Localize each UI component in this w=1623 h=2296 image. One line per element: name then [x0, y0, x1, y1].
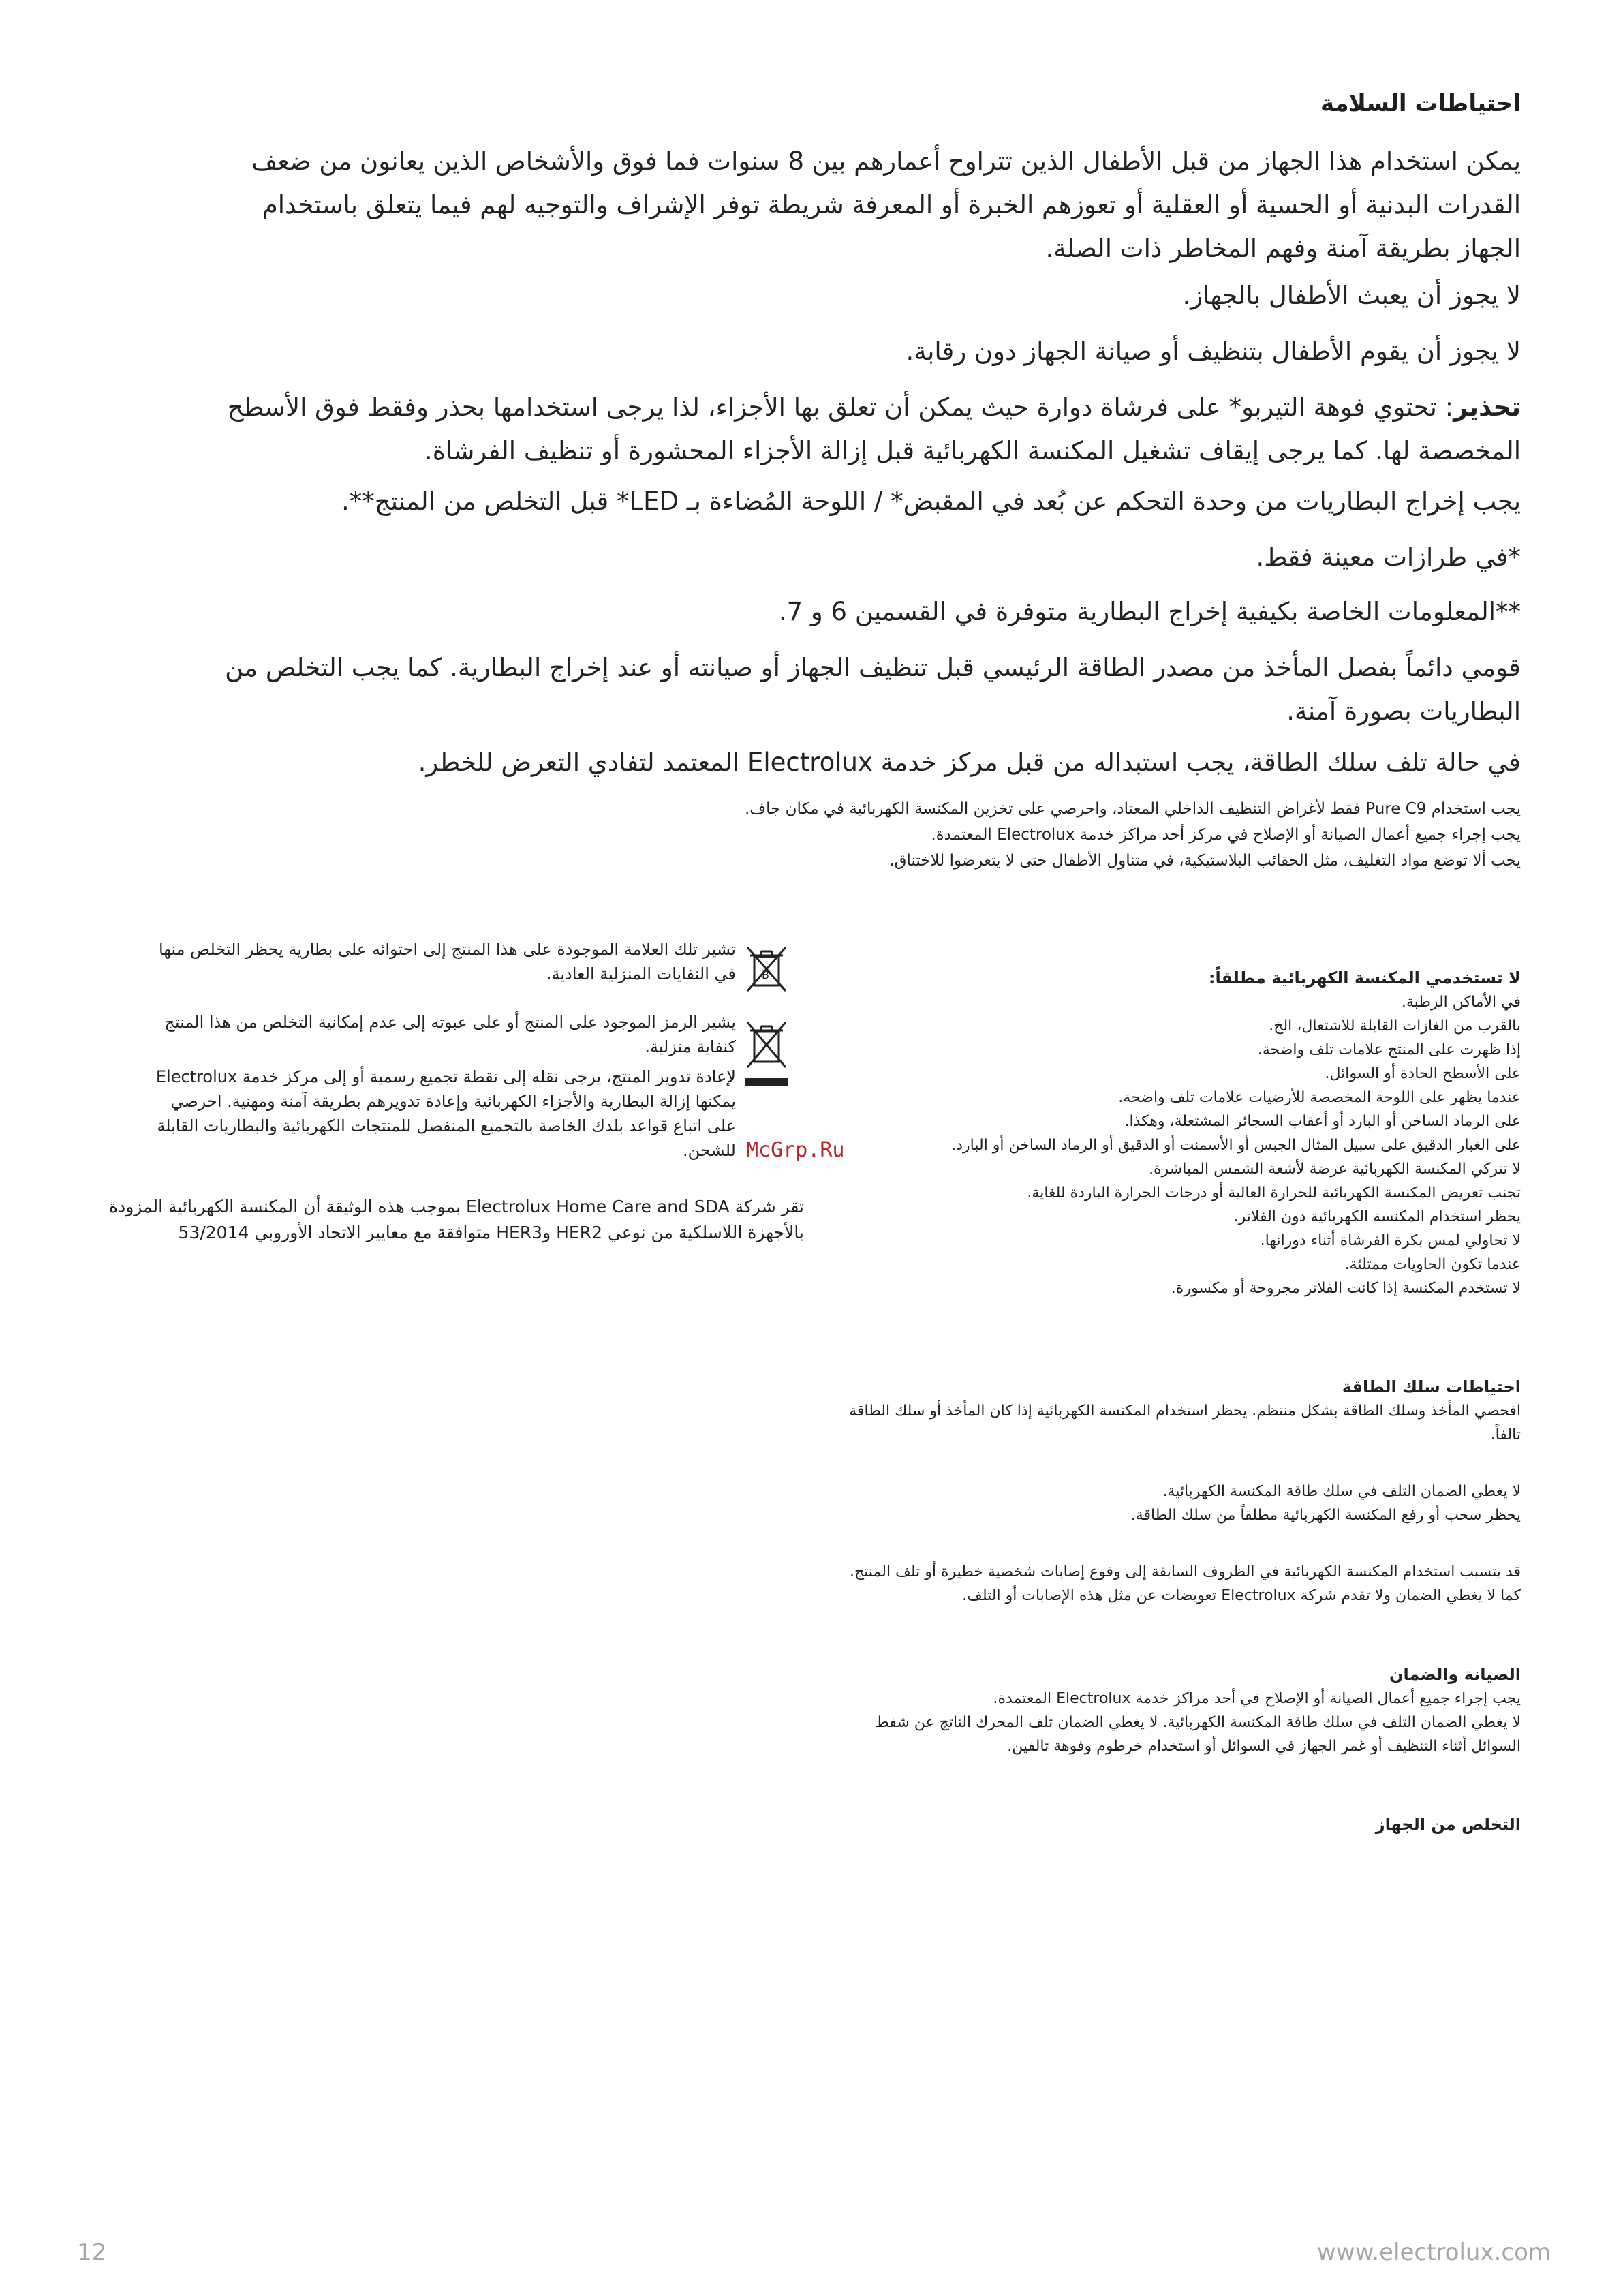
power-cord-warranty: لا يغطي الضمان التلف في سلك طاقة المكنسة الكهربائية.: [1162, 1483, 1521, 1500]
footer-url: www.electrolux.com: [1317, 2239, 1551, 2266]
list-item: على الرماد الساخن أو البارد أو أعقاب السجائر المشتعلة، وهكذا.: [1124, 1113, 1521, 1130]
note-item: يجب إجراء جميع أعمال الصيانة أو الإصلاح في مركز أحد مراكز خدمة Electrolux المعتمدة.: [931, 826, 1521, 844]
do-not-use-list: [839, 990, 1521, 1300]
list-item: تجنب تعريض المكنسة الكهربائية للحرارة العالية أو درجات الحرارة الباردة للغاية.: [1027, 1184, 1521, 1201]
service-warranty: لا يغطي الضمان التلف في سلك طاقة المكنسة الكهربائية. لا يغطي الضمان تلف المحرك الناتج عن شفط السوائل أثناء التنظيف أو غمر الجهاز في السوائل أو استخدام خرطوم وفوهة تالفين.: [875, 1714, 1521, 1755]
disposal-recycle-text: لإعادة تدوير المنتج، يرجى نقله إلى نقطة تجميع رسمية أو إلى مركز خدمة Electrolux يمكنها إزالة البطارية والأجزاء الكهربائية وإعادة تدويرهم بطريقة آمنة ومهنية. احرصي على اتباع قواعد بلدك الخاصة بالتجميع المنفصل للمنتجات الكهربائية والبطاريات القابلة للشحن.: [155, 1067, 736, 1160]
page-number: 12: [77, 2239, 107, 2266]
section-title-safety: احتياطات السلامة: [1320, 90, 1521, 117]
do-not-use-section: [839, 966, 1521, 1300]
safety-paragraph-cord-damage: في حالة تلف سلك الطاقة، يجب استبداله من قبل مركز خدمة Electrolux المعتمد لتفادي التعرض للخطر.: [418, 748, 1521, 777]
crossed-bin-icon: [739, 1015, 794, 1090]
service-paragraph: يجب إجراء جميع أعمال الصيانة أو الإصلاح في أحد مراكز خدمة Electrolux المعتمدة.: [993, 1690, 1521, 1707]
list-item: على الغبار الدقيق على سبيل المثال الجبس أو الأسمنت أو الدقيق أو الرماد الساخن أو البارد.: [951, 1137, 1521, 1154]
safety-paragraph-unplug: قومي دائماً بفصل المأخذ من مصدر الطاقة الرئيسي قبل تنظيف الجهاز أو صيانته أو عند إخراج البطارية. كما يجب التخلص من البطاريات بصورة آمنة.: [225, 653, 1521, 726]
service-section: [839, 1663, 1521, 1758]
power-cord-injury-notice: قد يتسبب استخدام المكنسة الكهربائية في الظروف السابقة إلى وقوع إصابات شخصية خطيرة أو تلف المنتج. كما لا يغطي الضمان ولا تقدم شركة Electrolux تعويضات عن مثل هذه الإصابات أو التلف.: [850, 1563, 1521, 1604]
disposal-title: التخلص من الجهاز: [1375, 1815, 1521, 1834]
list-item: عندما يظهر على اللوحة المخصصة للأرضيات علامات تلف واضحة.: [1118, 1089, 1521, 1106]
power-cord-title: احتياطات سلك الطاقة: [1342, 1377, 1521, 1396]
service-title: الصيانة والضمان: [1389, 1665, 1521, 1684]
list-item: لا تحاولي لمس بكرة الفرشاة أثناء دورانها.: [1260, 1232, 1521, 1249]
list-item: في الأماكن الرطبة.: [1401, 994, 1521, 1011]
safety-paragraph-batteries: يجب إخراج البطاريات من وحدة التحكم عن بُعد في المقبض* / اللوحة المُضاءة بـ LED* قبل التخلص من المنتج**.: [341, 487, 1521, 516]
list-item: لا تستخدم المكنسة إذا كانت الفلاتر مجروحة أو مكسورة.: [1171, 1280, 1521, 1297]
disposal-symbol-text: يشير الرمز الموجود على المنتج أو على عبوته إلى عدم إمكانية التخلص من هذا المنتج كنفاية منزلية.: [164, 1013, 736, 1056]
warning-label: تحذير: [1453, 393, 1521, 422]
footnote-single-star: *في طرازات معينة فقط.: [1256, 542, 1521, 572]
list-item: بالقرب من الغازات القابلة للاشتعال، الخ.: [1269, 1017, 1521, 1035]
power-cord-paragraph: افحصي المأخذ وسلك الطاقة بشكل منتظم. يحظر استخدام المكنسة الكهربائية إذا كان المأخذ أو سلك الطاقة تالفاً.: [849, 1403, 1521, 1443]
safety-paragraph-children: يمكن استخدام هذا الجهاز من قبل الأطفال الذين تتراوح أعمارهم بين 8 سنوات فما فوق والأشخاص الذين يعانون من ضعف القدرات البدنية أو الحسية أو العقلية أو تعوزهم الخبرة أو المعرفة شريطة توفر الإشراف والتوجيه لهم فيما يتعلق باستخدام الجهاز بطريقة آمنة وفهم المخاطر ذات الصلة.: [251, 147, 1521, 263]
note-item: يجب استخدام Pure C9 فقط لأغراض التنظيف الداخلي المعتاد، واحرصي على تخزين المكنسة الكهربائية في مكان جاف.: [744, 800, 1521, 818]
safety-paragraph-no-play: لا يجوز أن يعبث الأطفال بالجهاز.: [1182, 281, 1521, 310]
power-cord-no-pull: يحظر سحب أو رفع المكنسة الكهربائية مطلقاً من سلك الطاقة.: [1130, 1507, 1521, 1524]
list-item: عندما تكون الحاويات ممتلئة.: [1344, 1256, 1521, 1273]
small-notes: [199, 796, 1521, 874]
do-not-use-title: لا تستخدمي المكنسة الكهربائية مطلقاً:: [1208, 968, 1521, 988]
disposal-battery-text: تشير تلك العلامة الموجودة على هذا المنتج إلى احتوائه على بطارية يحظر التخلص منها في النفايات المنزلية العادية.: [158, 940, 736, 983]
list-item: يحظر استخدام المكنسة الكهربائية دون الفلاتر.: [1233, 1208, 1521, 1225]
list-item: على الأسطح الحادة أو السوائل.: [1325, 1065, 1521, 1082]
crossed-bin-battery-icon: [739, 940, 794, 995]
safety-paragraph-warning: [199, 386, 1521, 473]
watermark: McGrp.Ru: [746, 1138, 845, 1162]
safety-paragraph-no-cleaning: لا يجوز أن يقوم الأطفال بتنظيف أو صيانة الجهاز دون رقابة.: [906, 337, 1521, 366]
list-item: إذا ظهرت على المنتج علامات تلف واضحة.: [1257, 1041, 1521, 1058]
conformity-declaration: تقر شركة Electrolux Home Care and SDA بموجب هذه الوثيقة أن المكنسة الكهربائية المزودة بالأجهزة اللاسلكية من نوعي HER2 وHER3 متوافقة مع معايير الاتحاد الأوروبي 53/2014: [108, 1197, 804, 1242]
power-cord-section: [839, 1375, 1521, 1608]
warning-text: : تحتوي فوهة التيربو* على فرشاة دوارة حيث يمكن أن تعلق بها الأجزاء، لذا يرجى استخدامها بحذر وفقط فوق الأسطح المخصصة لها. كما يرجى إيقاف تشغيل المكنسة الكهربائية قبل إزالة الأجزاء المحشورة أو تنظيف الفرشاة.: [227, 393, 1521, 465]
svg-text:B: B: [762, 968, 769, 981]
note-item: يجب ألا توضع مواد التغليف، مثل الحقائب البلاستيكية، في متناول الأطفال حتى لا يتعرضوا للاختناق.: [889, 852, 1521, 870]
list-item: لا تتركي المكنسة الكهربائية عرضة لأشعة الشمس المباشرة.: [1149, 1161, 1521, 1178]
footnote-double-star: **المعلومات الخاصة بكيفية إخراج البطارية متوفرة في القسمين 6 و 7.: [778, 597, 1521, 626]
